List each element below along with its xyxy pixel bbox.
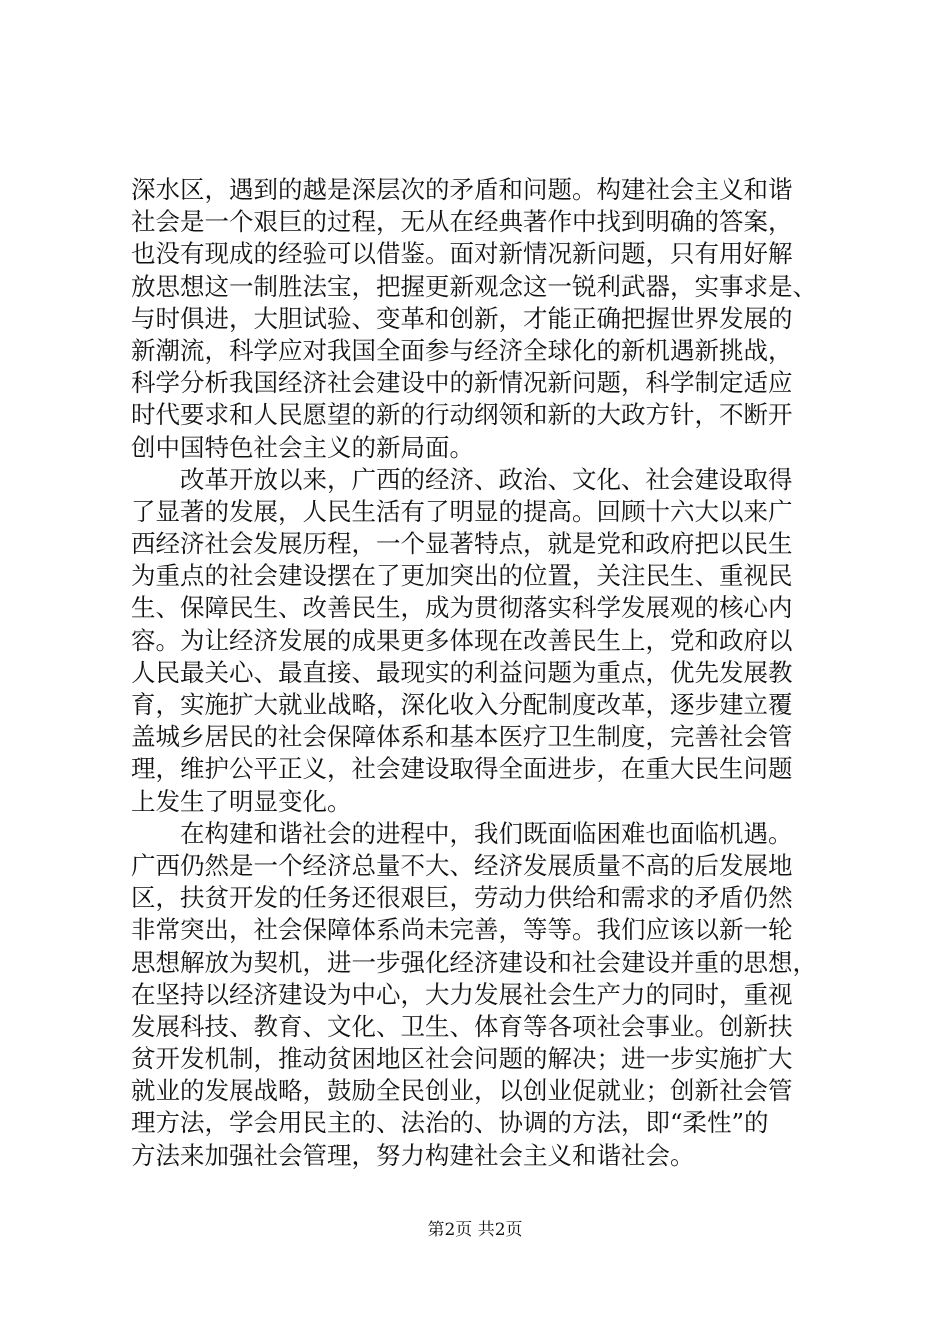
text-line: 方法来加强社会管理，努力构建社会主义和谐社会。 [131, 1140, 695, 1170]
text-line: 深水区，遇到的越是深层次的矛盾和问题。构建社会主义和谐 [131, 175, 793, 204]
text-line: 思想解放为契机，进一步强化经济建设和社会建设并重的思想， [131, 947, 817, 977]
text-line: 就业的发展战略，鼓励全民创业，以创业促就业；创新社会管 [131, 1076, 793, 1106]
text-line: 人民最关心、最直接、最现实的利益问题为重点，优先发展教 [131, 657, 793, 687]
text-line: 发展科技、教育、文化、卫生、体育等各项社会事业。创新扶 [131, 1011, 793, 1041]
text-line: 了显著的发展，人民生活有了明显的提高。回顾十六大以来广 [131, 496, 793, 526]
text-line: 理，维护公平正义，社会建设取得全面进步，在重大民生问题 [131, 754, 793, 784]
text-line: 改革开放以来，广西的经济、政治、文化、社会建设取得 [180, 464, 793, 494]
text-line: 贫开发机制，推动贫困地区社会问题的解决；进一步实施扩大 [131, 1044, 793, 1074]
text-line: 社会是一个艰巨的过程，无从在经典著作中找到明确的答案， [131, 207, 793, 237]
text-line: 非常突出，社会保障体系尚未完善，等等。我们应该以新一轮 [131, 915, 793, 945]
text-line: 为重点的社会建设摆在了更加突出的位置，关注民生、重视民 [131, 561, 793, 591]
text-line: 在构建和谐社会的进程中，我们既面临困难也面临机遇。 [180, 818, 793, 848]
document-body [131, 174, 821, 1172]
text-line: 也没有现成的经验可以借鉴。面对新情况新问题，只有用好解 [131, 239, 793, 269]
text-line: 容。为让经济发展的成果更多体现在改善民生上，党和政府以 [131, 625, 793, 655]
text-line: 盖城乡居民的社会保障体系和基本医疗卫生制度，完善社会管 [131, 722, 793, 752]
text-line: 育，实施扩大就业战略，深化收入分配制度改革，逐步建立覆 [131, 690, 793, 719]
page-footer: 第2页 共2页 [427, 1220, 523, 1240]
text-line: 新潮流，科学应对我国全面参与经济全球化的新机遇新挑战， [131, 335, 793, 365]
text-line: 理方法，学会用民主的、法治的、协调的方法，即“柔性”的 [131, 1108, 769, 1138]
text-line: 西经济社会发展历程，一个显著特点，就是党和政府把以民生 [131, 529, 793, 559]
text-line: 创中国特色社会主义的新局面。 [131, 432, 474, 462]
text-line: 广西仍然是一个经济总量不大、经济发展质量不高的后发展地 [131, 850, 793, 880]
text-line: 上发生了明显变化。 [131, 786, 352, 816]
text-line: 与时俱进，大胆试验、变革和创新，才能正确把握世界发展的 [131, 303, 793, 333]
text-line: 科学分析我国经济社会建设中的新情况新问题，科学制定适应 [131, 368, 793, 398]
text-line: 生、保障民生、改善民生，成为贯彻落实科学发展观的核心内 [131, 593, 793, 623]
text-line: 区，扶贫开发的任务还很艰巨，劳动力供给和需求的矛盾仍然 [131, 883, 793, 913]
text-line: 时代要求和人民愿望的新的行动纲领和新的大政方针，不断开 [131, 400, 793, 430]
text-line: 放思想这一制胜法宝，把握更新观念这一锐利武器，实事求是、 [131, 271, 817, 301]
text-line: 在坚持以经济建设为中心，大力发展社会生产力的同时，重视 [131, 979, 793, 1009]
